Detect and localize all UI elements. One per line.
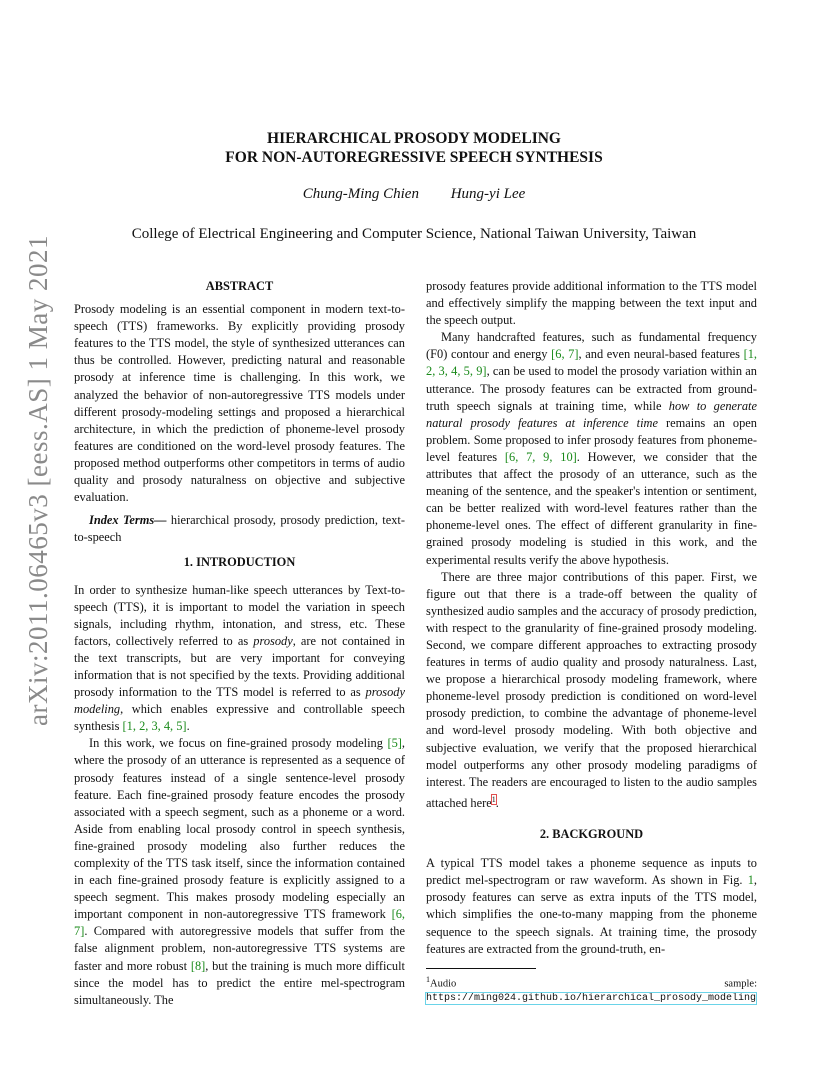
authors — [0, 186, 828, 203]
citation-link[interactable]: [5] — [387, 736, 402, 751]
author-1: Chung-Ming Chien — [302, 186, 419, 202]
title-line-1: HIERARCHICAL PROSODY MODELING — [267, 130, 561, 147]
abstract-text: Prosody modeling is an essential component in modern text-to-speech (TTS) frameworks. By explicitly providing prosody features to the TTS model, the style of synthesized utterances can thus be controlled. However, predicting natural and reasonable prosody at inference time is challenging. In this work, we analyzed the behavior of non-autoregressive TTS models under different prosody-modeling settings and proposed a hierarchical architecture, in which the prediction of phoneme-level prosody features are conditioned on the word-level prosody features. The proposed method outperforms other competitors in terms of audio quality and prosody naturalness on objective and subjective evaluation. — [74, 302, 405, 505]
author-2: Hung-yi Lee — [450, 186, 526, 202]
intro-paragraph-1 — [74, 582, 405, 736]
text-span: , prosody features can serve as extra inputs of the TTS model, which simplifies the one-to-many mapping from the phoneme sequence to the speech signals. At training time, the prosody features are extracted from the ground-truth, en- — [426, 873, 757, 956]
right-paragraph-2 — [426, 329, 757, 568]
citation-link[interactable]: [1, 2, 3, 4, 5] — [122, 719, 187, 734]
text-span: . — [495, 795, 499, 810]
text-span: , and even neural-based features — [578, 347, 744, 362]
index-terms-text: hierarchical prosody, prosody prediction, text-to-speech — [74, 513, 405, 545]
citation-link[interactable]: [1, 2, 3, 4, 5, 9] — [426, 347, 758, 379]
citation-link[interactable]: [6, 7] — [74, 907, 405, 939]
citation-link[interactable]: [8] — [190, 958, 206, 973]
text-span: In order to synthesize human-like speech utterances by Text-to-speech (TTS), it is important to model the variation in speech signals, including rhythm, intonation, and stress, etc. These factors, collectively referred to as — [74, 582, 405, 648]
text-span: There are three major contributions of this paper. First, we figure out that there is a trade-off between the quality of synthesized audio samples and the accuracy of prosody prediction, with respect to the granularity of fine-grained prosody modeling. Second, we compare different approaches to extracting prosody features in terms of audio quality and prosody naturalness. Last, we propose a hierarchical prosody modeling framework, where phoneme-level prosody prediction is conditioned on word-level prosody prediction, to combine the advantage of phoneme-level and word-level prosody modeling. With both objective and subjective evaluation, we verify that the proposed hierarchical model outperforms any other prosody modeling paradigms of interest. The readers are encouraged to listen to the audio samples attached here — [426, 569, 757, 810]
index-terms — [74, 512, 405, 546]
text-span: , but the training is much more difficult since the model has to predict the entire mel-spectrogram simultaneously. The — [74, 958, 406, 1007]
right-paragraph-1: prosody features provide additional information to the TTS model and effectively simplify the mapping between the text input and the speech output. — [426, 279, 757, 328]
figure-link[interactable]: 1 — [747, 873, 754, 888]
index-terms-label: Index Terms— — [89, 513, 167, 528]
footnote-link[interactable]: 1 — [491, 794, 496, 804]
arxiv-stamp-text: arXiv:2011.06465v3 [eess.AS] 1 May 2021 — [22, 234, 53, 726]
intro-heading: 1. INTRODUCTION — [183, 555, 296, 570]
footnote-label: Audio sample: — [430, 978, 757, 990]
text-span: , which enables expressive and controllable speech synthesis — [74, 702, 405, 734]
arxiv-stamp — [18, 234, 58, 726]
emphasis: prosody — [253, 633, 293, 648]
text-span: In this work, we focus on fine-grained prosody modeling — [89, 736, 388, 751]
text-span: , are not contained in the text transcripts, but are very important for conveying information that is not specified by the texts. Providing additional prosody information to the TTS model is referred to as — [74, 633, 405, 700]
footnote — [426, 973, 757, 1007]
paper-title — [0, 129, 828, 167]
footnote-rule — [426, 968, 536, 969]
text-span: remains an open problem. Some proposed to infer prosody features from phoneme-level features — [426, 415, 757, 464]
text-span: , where the prosody of an utterance is represented as a sequence of prosody features instead of a single sentence-level prosody feature. Each fine-grained prosody feature encodes the prosody associated with a speech segment, such as a phoneme or a word. Aside from enabling local prosody control in speech synthesis, fine-grained prosody modeling also further reduces the complexity of the TTS task itself, since the information contained in each fine-grained prosody feature is explicitly assigned to a speech segment. This makes prosody modeling especially an important component in non-autoregressive TTS framework — [74, 736, 405, 922]
text-span: Many handcrafted features, such as fundamental frequency (F0) contour and energy — [426, 330, 757, 362]
text-span: , can be used to model the prosody variation within an utterance. The prosody features can be extracted from ground-truth speech signals at training time, while — [426, 364, 757, 413]
citation-link[interactable]: [6, 7] — [551, 347, 579, 362]
intro-paragraph-2 — [74, 735, 405, 1009]
text-span: . — [186, 719, 190, 734]
footnote-url-link[interactable]: https://ming024.github.io/hierarchical_prosody_modeling — [426, 993, 757, 1005]
citation-link[interactable]: [6, 7, 9, 10] — [504, 449, 577, 464]
background-paragraph-1 — [426, 855, 757, 958]
affiliation: College of Electrical Engineering and Computer Science, National Taiwan University, Taiwan — [131, 226, 697, 242]
right-column — [426, 278, 757, 1006]
emphasis: prosody modeling — [74, 685, 405, 717]
background-heading: 2. BACKGROUND — [539, 827, 644, 842]
right-paragraph-3 — [426, 569, 757, 812]
footnote-mark: 1 — [426, 974, 430, 984]
text-span: . However, we consider that the attributes that affect the prosody of an utterance, such as the meaning of the sentence, and the speaker's intention or sentiment, can be better realized with word-level features rather than the phoneme-level ones. The effect of different granularity in fine-grained prosody modeling is studied in this work, and the experimental results verify the above hypothesis. — [426, 449, 757, 567]
left-column — [74, 278, 405, 1009]
text-span: A typical TTS model takes a phoneme sequence as inputs to predict mel-spectrogram or raw waveform. As shown in Fig. — [426, 856, 757, 888]
title-line-2: FOR NON-AUTOREGRESSIVE SPEECH SYNTHESIS — [225, 149, 603, 166]
abstract-heading: ABSTRACT — [205, 279, 274, 293]
emphasis: how to generate natural prosody features at inference time — [426, 398, 757, 430]
text-span: . Compared with autoregressive models that suffer from the false alignment problem, non-autoregressive TTS systems are faster and more robust — [74, 924, 405, 973]
